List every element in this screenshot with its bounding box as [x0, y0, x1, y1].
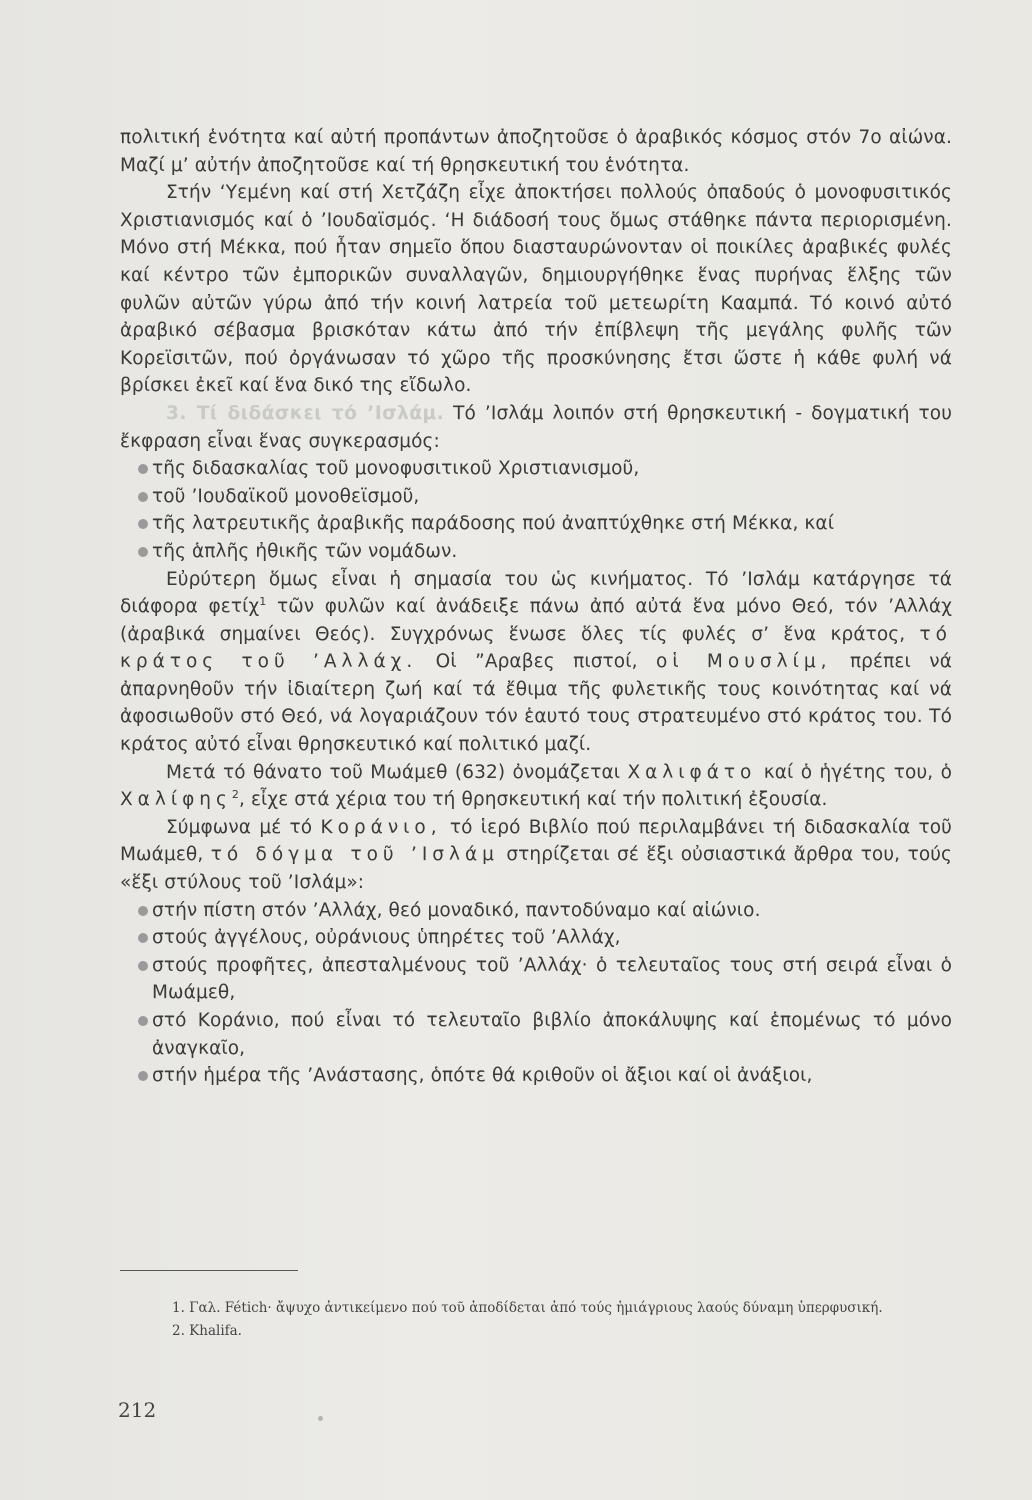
footnote-1: 1. Γαλ. Fétich· ἄψυχο ἀντικείμενο πού τοῦ ἀποδίδεται ἀπό τούς ἡμιάγριους λαούς δύναμη ὑπερφυσική. [172, 1300, 883, 1316]
bullet-icon [138, 933, 148, 943]
paragraph-2: Στήν ‘Υεμένη καί στή Χετζάζη εἶχε ἀποκτήσει πολλούς ὀπαδούς ὁ μονοφυσιτικός Χριστιανισμός καί ὁ ’Ιουδαϊσμός. ‘Η διάδοσή τους ὅμως στάθηκε πάντα περιορισμένη. Μόνο στή Μέκκα, πού ἦταν σημεῖο ὅπου διασταυρώνονταν οἱ ποικίλες ἀραβικές φυλές καί κέντρο τῶν ἐμπορικῶν συναλλαγῶν, δημιουργήθηκε ἕνας πυρήνας ἕλξης τῶν φυλῶν αὐτῶν γύρω ἀπό τήν κοινή λατρεία τοῦ μετεωρίτη Κααμπά. Τό κοινό αὐτό ἀραβικό σέβασμα βρισκόταν κάτω ἀπό τήν ἐπίβλεψη τῆς μεγάλης φυλῆς τῶν Κορεϊσιτῶν, πού ὀργάνωσαν τό χῶρο τῆς προσκύνησης ἔτσι ὥστε ἡ κάθε φυλή νά βρίσκει ἐκεῖ καί ἕνα δικό της εἴδωλο. [120, 182, 952, 397]
paper-speck [318, 1416, 323, 1421]
bullet-icon [138, 519, 148, 529]
bullet-icon [138, 961, 148, 971]
spaced-emphasis: τό κράτος τοῦ ’Αλλάχ. [120, 623, 952, 673]
spaced-emphasis: τό δόγμα τοῦ ’Ισλάμ [210, 844, 499, 866]
list-item: τῆς λατρευτικῆς ἀραβικῆς παράδοσης πού ἀναπτύχθηκε στή Μέκκα, καί [120, 510, 952, 538]
footnote-divider [120, 1270, 298, 1271]
paragraph-3 [120, 400, 952, 455]
spaced-emphasis: Χαλιφάτο [627, 761, 757, 783]
section-heading: 3. Τί διδάσκει τό ’Ισλάμ. [166, 402, 445, 424]
bullet-icon [138, 492, 148, 502]
footnote-ref-2: 2 [231, 788, 239, 802]
paragraph-5: Μετά τό θάνατο τοῦ Μωάμεθ (632) ὀνομάζεται Χαλιφάτο καί ὁ ἡγέτης του, ὁ Χαλίφης$^2$, εἶχε στά χέρια του τή θρησκευτική καί τήν πολιτική ἐξουσία. [120, 761, 952, 811]
paragraph-3-text: Τό ’Ισλάμ λοιπόν στή θρησκευτική - δογματική του ἔκφραση εἶναι ἕνας συγκερασμός: [120, 402, 953, 452]
paragraph-1: πολιτική ἑνότητα καί αὐτή προπάντων ἀποζητοῦσε ὁ ἀραβικός κόσμος στόν 7ο αἰώνα. Μαζί μ’ αὐτήν ἀποζητοῦσε καί τή θρησκευτική του ἑνότητα. [120, 127, 952, 176]
footnote-2: 2. Khalifa. [172, 1323, 242, 1339]
spaced-emphasis: Χαλίφης [120, 789, 232, 811]
list-item: τῆς ἁπλῆς ἠθικῆς τῶν νομάδων. [120, 538, 952, 566]
list-item: στήν πίστη στόν ’Αλλάχ, θεό μοναδικό, παντοδύναμο καί αἰώνιο. [120, 897, 952, 925]
body-text [120, 124, 952, 1090]
bullet-icon [138, 1016, 148, 1026]
footnote-ref-1: 1 [259, 594, 267, 608]
bullet-icon [138, 547, 148, 557]
page-number: 212 [118, 1398, 157, 1422]
footnotes [120, 1297, 952, 1343]
list-item: στούς ἀγγέλους, οὐράνιους ὑπηρέτες τοῦ ’Αλλάχ, [120, 924, 952, 952]
list-item: στούς προφῆτες, ἀπεσταλμένους τοῦ ’Αλλάχ· ὁ τελευταῖος τους στή σειρά εἶναι ὁ Μωάμεθ, [120, 952, 952, 1007]
bullet-icon [138, 906, 148, 916]
bullet-icon [138, 1071, 148, 1081]
list-item: στήν ἡμέρα τῆς ’Ανάστασης, ὁπότε θά κριθοῦν οἱ ἄξιοι καί οἱ ἀνάξιοι, [120, 1062, 952, 1090]
bullet-icon [138, 464, 148, 474]
pillars-list [120, 897, 952, 1090]
doctrine-list [120, 455, 952, 565]
list-item: τοῦ ’Ιουδαϊκοῦ μονοθεϊσμοῦ, [120, 483, 952, 511]
spaced-emphasis: οἱ Μουσλίμ, [656, 651, 832, 673]
paragraph-4: Εὐρύτερη ὅμως εἶναι ἡ σημασία του ὡς κινήματος. Τό ’Ισλάμ κατάργησε τά διάφορα φετίχ$^1$ τῶν φυλῶν καί ἀνάδειξε πάνω ἀπό αὐτά ἕνα μόνο Θεό, τόν ’Αλλάχ (ἀραβικά σημαίνει Θεός). Συγχρόνως ἕνωσε ὅλες τίς φυλές σ’ ἕνα κράτος, τό κράτος τοῦ ’Αλλάχ. Οἱ ”Αραβες πιστοί, οἱ Μουσλίμ, πρέπει νά ἀπαρνηθοῦν τήν ἰδιαίτερη ζωή καί τά ἔθιμα τῆς φυλετικῆς τους κοινότητας καί νά ἀφοσιωθοῦν στό Θεό, νά λογαριάζουν τόν ἑαυτό τους στρατευμένο στό κράτος του. Τό κράτος αὐτό εἶναι θρησκευτικό καί πολιτικό μαζί. [120, 568, 953, 756]
list-item: τῆς διδασκαλίας τοῦ μονοφυσιτικοῦ Χριστιανισμοῦ, [120, 455, 952, 483]
list-item: στό Κοράνιο, πού εἶναι τό τελευταῖο βιβλίο ἀποκάλυψης καί ἑπομένως τό μόνο ἀναγκαῖο, [120, 1007, 952, 1062]
paragraph-6: Σύμφωνα μέ τό Κοράνιο, τό ἱερό Βιβλίο πού περιλαμβάνει τή διδασκαλία τοῦ Μωάμεθ, τό δόγμα τοῦ ’Ισλάμ στηρίζεται σέ ἕξι οὐσιαστικά ἄρθρα του, τούς «ἕξι στύλους τοῦ ’Ισλάμ»: [120, 816, 952, 894]
spaced-emphasis: Κοράνιο, [320, 816, 442, 838]
